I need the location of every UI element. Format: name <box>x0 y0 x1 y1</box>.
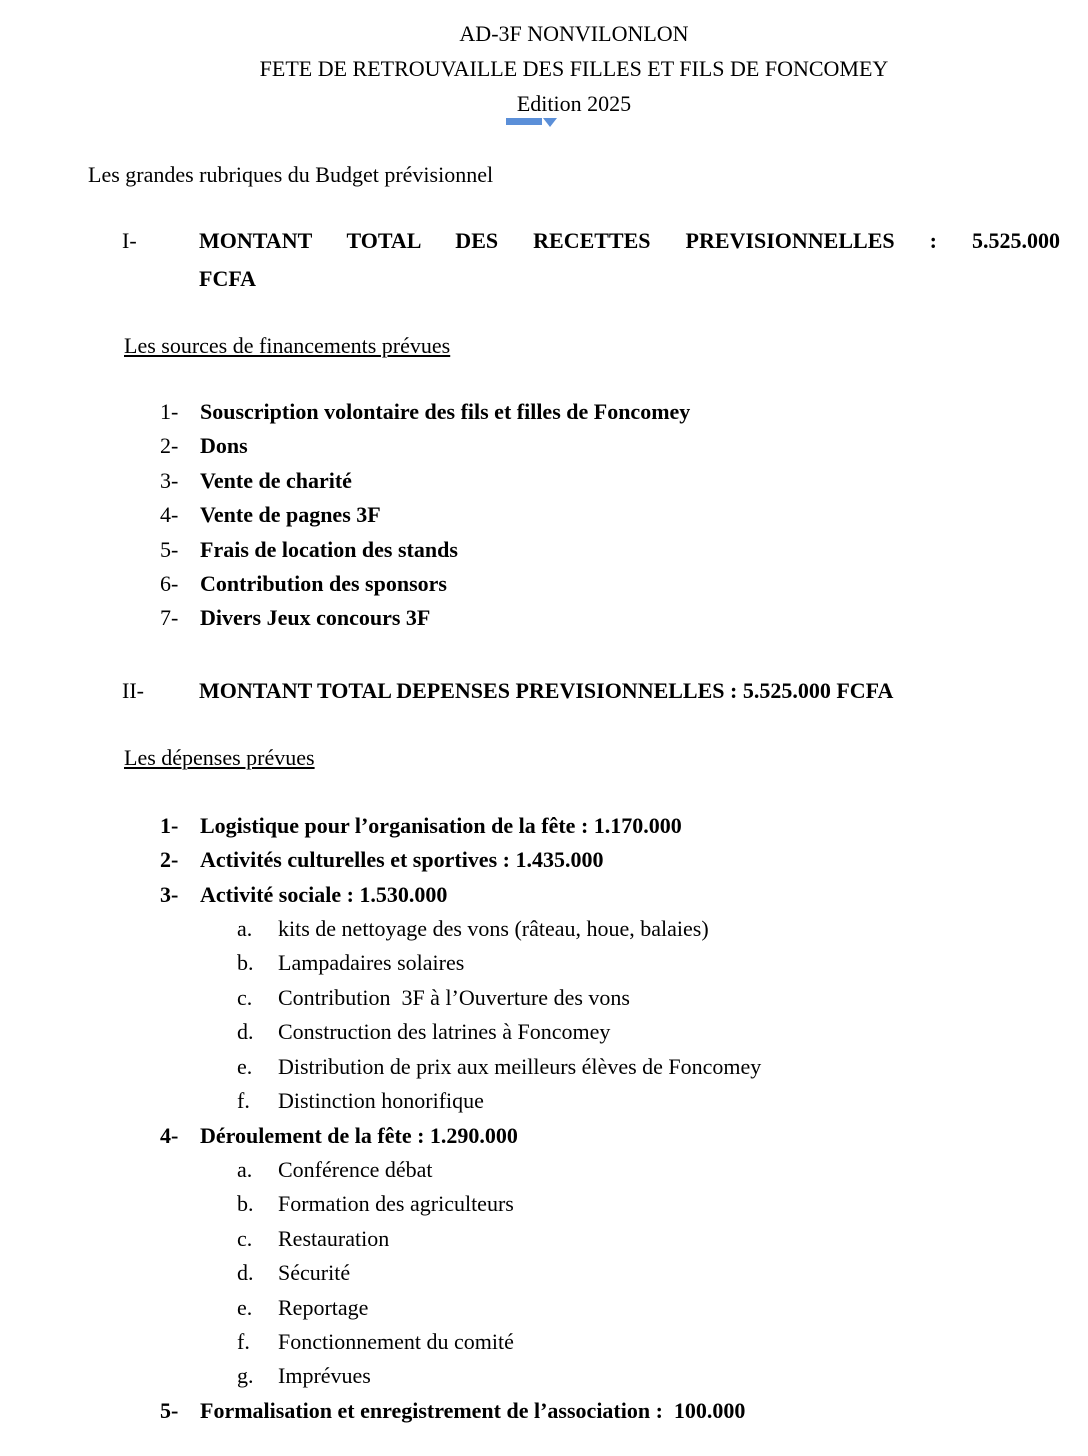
list-item-number: 4- <box>160 502 179 528</box>
section1-numeral: I- <box>122 228 137 253</box>
list-item-text: Souscription volontaire des fils et filles de Foncomey <box>200 399 691 424</box>
sub-list-item-letter: d. <box>237 1260 254 1286</box>
section1-heading-text <box>199 222 1060 298</box>
document-header <box>88 16 1060 121</box>
list-item-text: Activités culturelles et sportives : 1.435.000 <box>200 847 604 873</box>
sub-list-item-text: Restauration <box>278 1225 390 1251</box>
sub-list-item-text: Construction des latrines à Foncomey <box>278 1019 611 1045</box>
section2-heading-text: MONTANT TOTAL DEPENSES PREVISIONNELLES : 5.525.000 FCFA <box>199 677 894 703</box>
list-item <box>160 498 1060 532</box>
list-item-number: 6- <box>160 571 179 597</box>
sub-list-item-letter: a. <box>237 916 253 942</box>
list-item <box>160 843 1060 877</box>
list-item-number: 2- <box>160 433 179 459</box>
sub-list-item <box>237 1187 1060 1221</box>
list-item <box>160 809 1060 843</box>
sources-subheading: Les sources de financements prévues <box>124 333 451 358</box>
document-content <box>88 16 1060 1428</box>
list-item <box>160 429 1060 463</box>
doc-title-line-3: Edition 2025 <box>516 91 632 116</box>
section1-heading <box>122 222 1060 298</box>
intro-paragraph: Les grandes rubriques du Budget prévisionnel <box>88 162 494 187</box>
list-item-text: Frais de location des stands <box>200 536 458 562</box>
list-item-text: Déroulement de la fête : 1.290.000 <box>200 1122 518 1148</box>
section1-heading-line1: MONTANT TOTAL DES RECETTES PREVISIONNELLES : 5.525.000 <box>199 228 1060 253</box>
section2-heading <box>122 673 1060 708</box>
list-item-number: 5- <box>160 1397 179 1423</box>
sub-list-item-letter: f. <box>237 1088 250 1114</box>
list-item <box>160 533 1060 567</box>
sub-list-item-letter: b. <box>237 950 254 976</box>
sub-list-item <box>237 1050 1060 1084</box>
sub-list-item-text: Contribution 3F à l’Ouverture des vons <box>278 984 630 1010</box>
sub-list-item <box>237 1153 1060 1187</box>
sub-list-item-letter: f. <box>237 1328 250 1354</box>
sub-list-item-letter: e. <box>237 1294 253 1320</box>
list-item <box>160 878 1060 912</box>
sub-list-item-text: Distinction honorifique <box>278 1088 484 1114</box>
sub-list-item-text: Fonctionnement du comité <box>278 1328 514 1354</box>
list-item-number: 3- <box>160 881 179 907</box>
section2-numeral: II- <box>122 677 144 703</box>
list-item-text: Activité sociale : 1.530.000 <box>200 881 448 907</box>
depenses-list <box>88 809 1060 1428</box>
sub-list-item-letter: a. <box>237 1156 253 1182</box>
sub-list-item-letter: c. <box>237 1225 253 1251</box>
sub-list-item-text: kits de nettoyage des vons (râteau, houe, balaies) <box>278 916 709 942</box>
list-item <box>160 1119 1060 1153</box>
sub-list-item-letter: b. <box>237 1191 254 1217</box>
list-item-number: 4- <box>160 1122 179 1148</box>
doc-title-line-1: AD-3F NONVILONLON <box>459 21 689 46</box>
sub-list-item-letter: e. <box>237 1053 253 1079</box>
list-item-number: 1- <box>160 399 179 424</box>
list-item-number: 2- <box>160 847 179 873</box>
list-item <box>160 601 1060 635</box>
list-item-text: Dons <box>200 433 248 459</box>
sub-list-item <box>237 981 1060 1015</box>
sub-list-item <box>237 1015 1060 1049</box>
sub-list-item-text: Imprévues <box>278 1363 371 1389</box>
sub-list-item-letter: c. <box>237 984 253 1010</box>
sub-list-item-text: Reportage <box>278 1294 369 1320</box>
depenses-subheading: Les dépenses prévues <box>124 744 315 770</box>
sub-list-item-letter: d. <box>237 1019 254 1045</box>
sub-list-item-text: Sécurité <box>278 1260 351 1286</box>
sub-list-item <box>237 946 1060 980</box>
list-item-text: Divers Jeux concours 3F <box>200 605 431 631</box>
sub-list-item <box>237 912 1060 946</box>
sub-list-item-text: Lampadaires solaires <box>278 950 465 976</box>
list-item-text: Logistique pour l’organisation de la fête : 1.170.000 <box>200 812 682 838</box>
list-item <box>160 567 1060 601</box>
list-item-number: 5- <box>160 536 179 562</box>
sub-list-item-text: Conférence débat <box>278 1156 433 1182</box>
list-item <box>160 1394 1060 1428</box>
list-item-number: 1- <box>160 812 179 838</box>
list-item-number: 7- <box>160 605 179 631</box>
section1-heading-line2: FCFA <box>199 266 257 291</box>
sub-list-item <box>237 1325 1060 1359</box>
sources-list <box>88 395 1060 636</box>
list-item <box>160 464 1060 498</box>
sub-list-item <box>237 1222 1060 1256</box>
sub-list-item <box>237 1359 1060 1393</box>
doc-title-line-2: FETE DE RETROUVAILLE DES FILLES ET FILS DE FONCOMEY <box>259 56 889 81</box>
sub-list-item-text: Distribution de prix aux meilleurs élèves de Foncomey <box>278 1053 762 1079</box>
list-item-text: Vente de charité <box>200 467 352 493</box>
sub-list-item-letter: g. <box>237 1363 254 1389</box>
list-item-number: 3- <box>160 467 179 493</box>
sub-list-item <box>237 1084 1060 1118</box>
sub-list-item <box>237 1256 1060 1290</box>
sub-list-item-text: Formation des agriculteurs <box>278 1191 514 1217</box>
list-item <box>160 395 1060 429</box>
sub-list-item <box>237 1291 1060 1325</box>
list-item-text: Contribution des sponsors <box>200 571 447 597</box>
list-item-text: Vente de pagnes 3F <box>200 502 381 528</box>
list-item-text: Formalisation et enregistrement de l’association : 100.000 <box>200 1397 746 1423</box>
